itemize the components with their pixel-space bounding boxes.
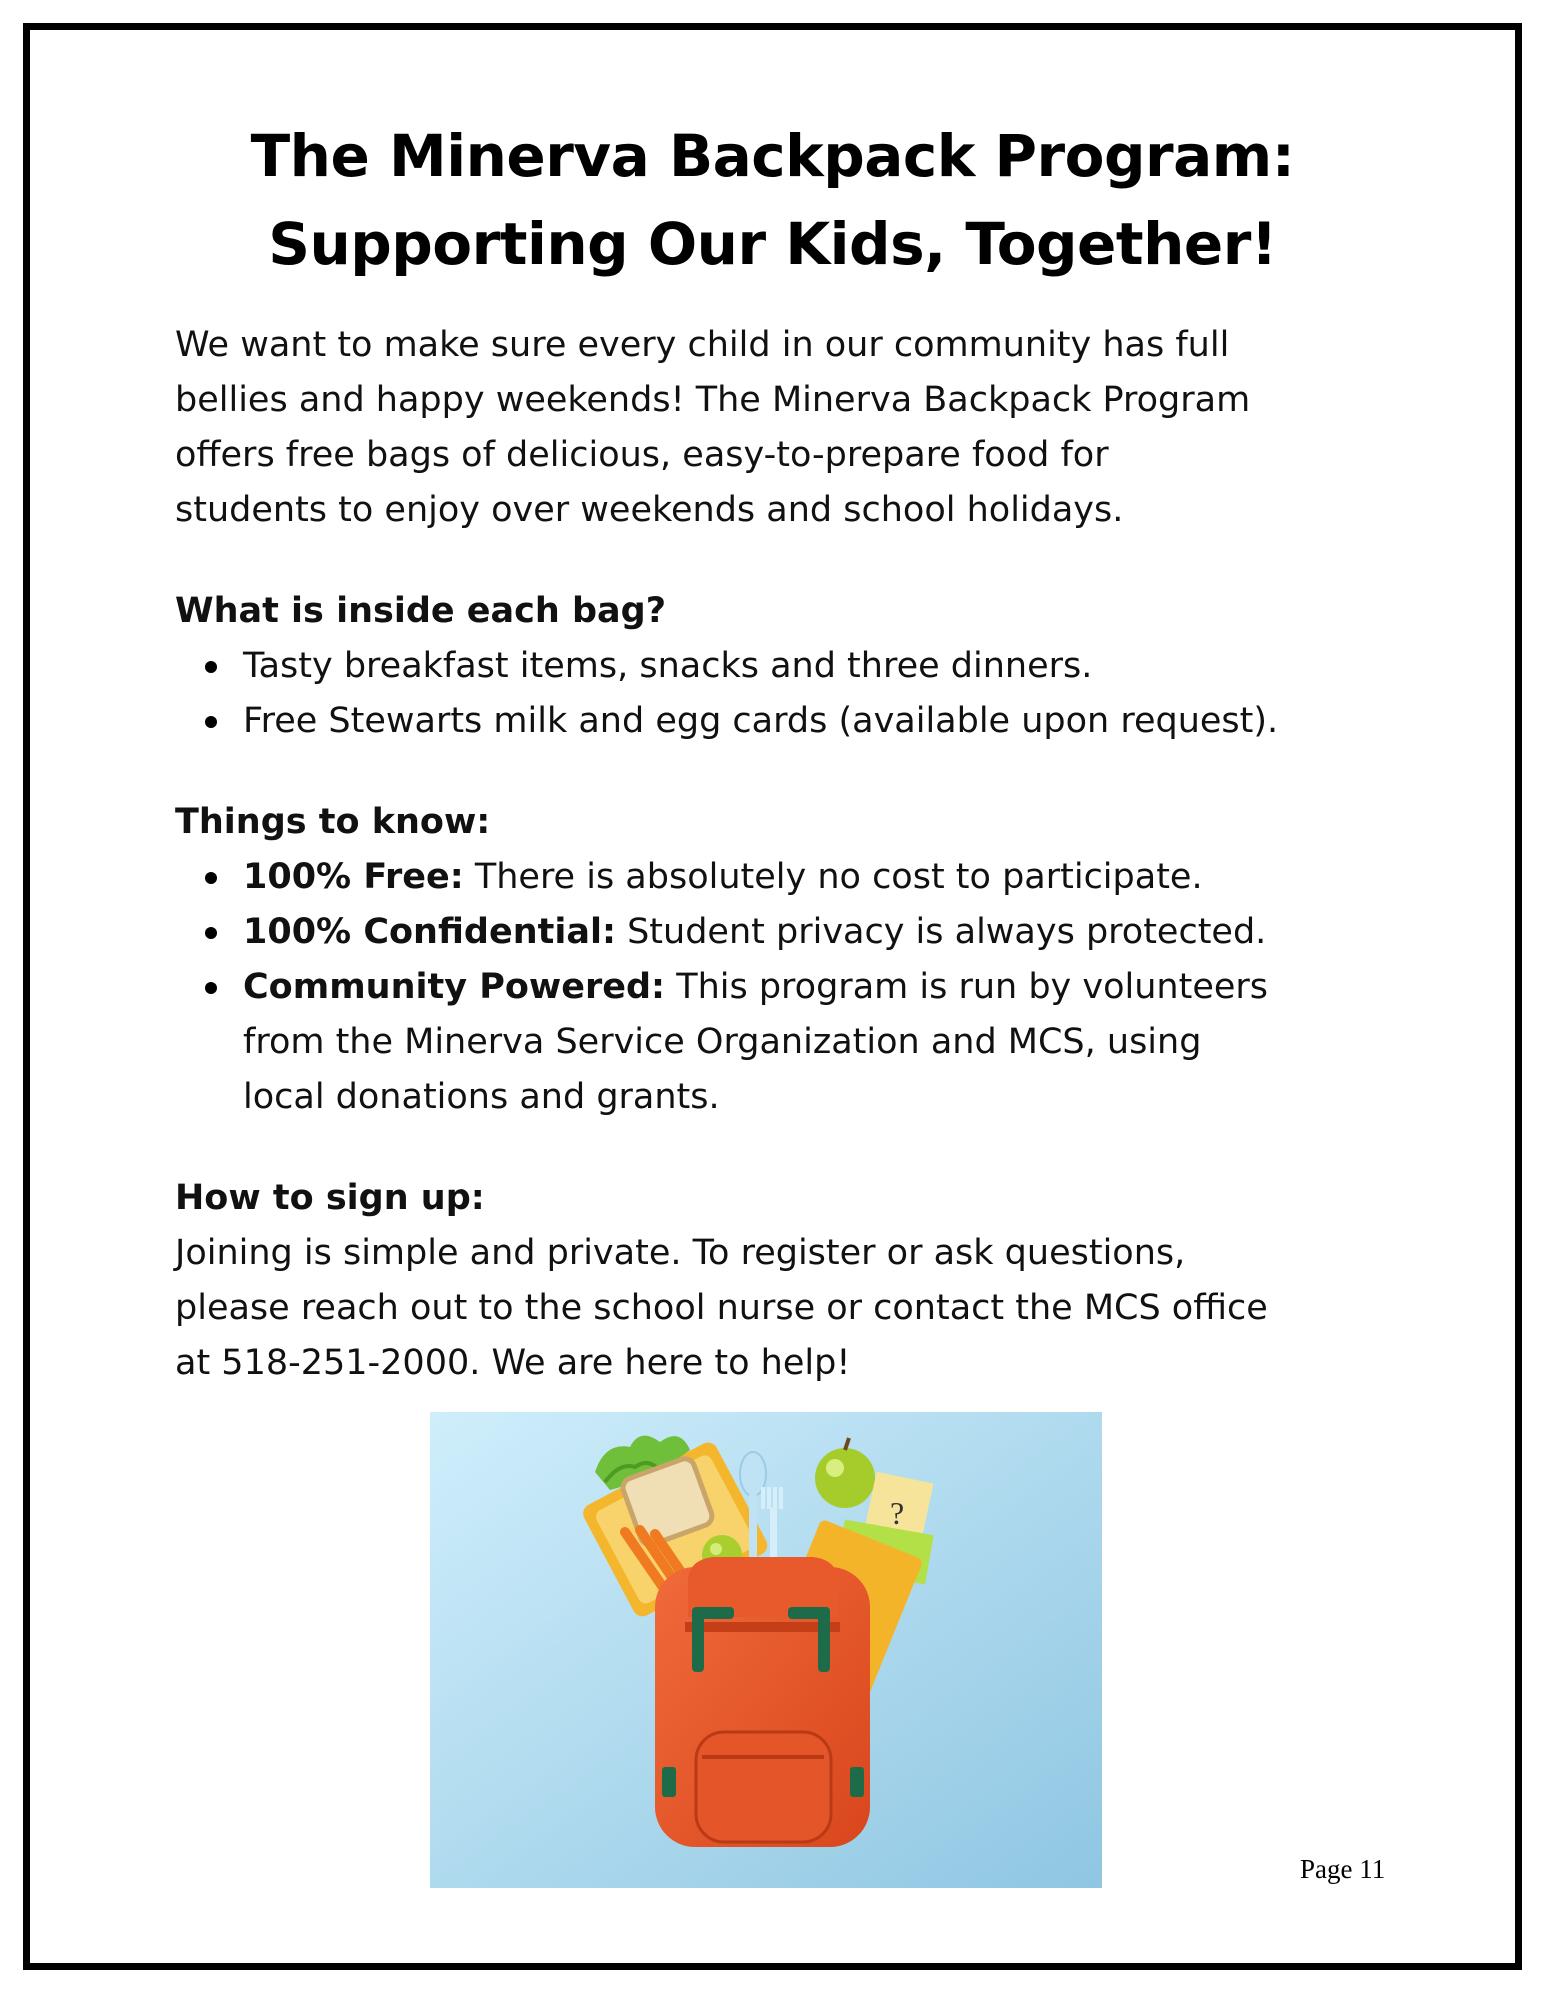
list-item: Free Stewarts milk and egg cards (available upon request). [175,694,1405,749]
item-label: 100% Confidential: [243,912,616,952]
title-line-2: Supporting Our Kids, Together! [268,210,1277,278]
inside-bag-list [175,639,1405,749]
list-item [175,850,1405,905]
intro-line: offers free bags of delicious, easy-to-prepare food for [175,435,1109,475]
intro-line: We want to make sure every child in our community has full [175,325,1230,365]
page-number: Page 11 [1300,1854,1386,1884]
item-text-continued: from the Minerva Service Organization and MCS, using [243,1022,1202,1062]
sign-up-line: please reach out to the school nurse or contact the MCS office [175,1288,1268,1328]
intro-paragraph [175,318,1405,538]
item-text: This program is run by volunteers [665,967,1269,1007]
item-text: There is absolutely no cost to participate. [463,857,1203,897]
item-text-continued: local donations and grants. [243,1077,720,1117]
list-item [175,905,1405,960]
title-line-1: The Minerva Backpack Program: [250,122,1295,190]
item-label: 100% Free: [243,857,464,897]
things-to-know-heading: Things to know: [175,802,491,842]
intro-line: students to enjoy over weekends and school holidays. [175,490,1124,530]
list-item: Tasty breakfast items, snacks and three dinners. [175,639,1405,694]
item-text: Student privacy is always protected. [615,912,1267,952]
page-content [175,318,1405,1391]
sign-up-line: Joining is simple and private. To register or ask questions, [175,1233,1186,1273]
list-item [175,960,1405,1125]
item-label: Community Powered: [243,967,666,1007]
backpack-photo [430,1412,1102,1888]
sign-up-paragraph [175,1226,1405,1391]
backpack-icon [655,1557,870,1847]
things-to-know-list [175,850,1405,1125]
note-question-mark: ? [890,1495,905,1531]
sign-up-line: at 518-251-2000. We are here to help! [175,1343,851,1383]
intro-line: bellies and happy weekends! The Minerva Backpack Program [175,380,1251,420]
sign-up-heading: How to sign up: [175,1178,485,1218]
inside-bag-heading: What is inside each bag? [175,591,667,631]
page-title [0,112,1545,288]
